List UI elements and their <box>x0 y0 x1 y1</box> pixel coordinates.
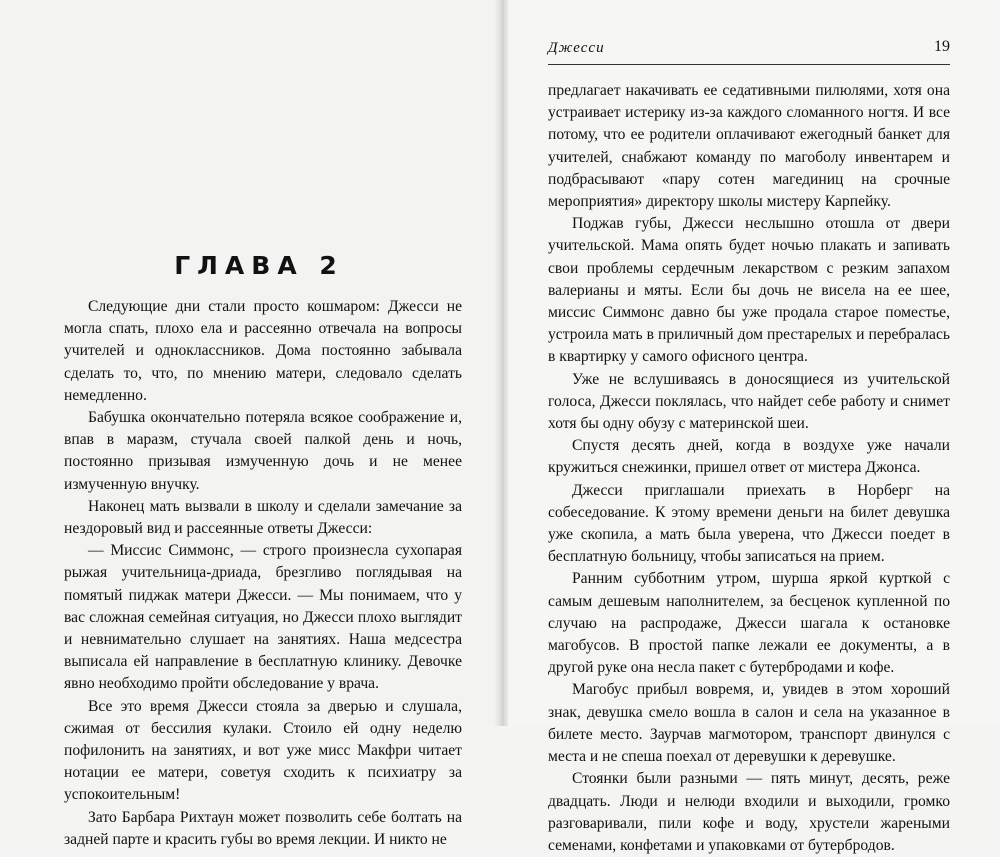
paragraph: Наконец мать вызвали в школу и сделали замечание за нездоровый вид и рассеянные ответы Джесси: <box>64 497 462 538</box>
paragraph: Спустя десять дней, когда в воздухе уже начали кружиться снежинки, пришел ответ от мистера Джонса. <box>548 437 950 477</box>
right-page-text <box>548 80 950 857</box>
paragraph: Все это время Джесси стояла за дверью и слушала, сжимая от бессилия кулаки. Стоило ей одну неделю пофилонить на занятиях, и вот уже мисс Макфри читает нотации ее матери, советуя сходить к психиатру за успокоительным! <box>64 697 462 804</box>
paragraph: Джесси приглашали приехать в Норберг на собеседование. К этому времени деньги на билет девушка уже скопила, а мать была уверена, что Джесси поедет в бесплатную больницу, чтобы записаться на прием. <box>548 481 950 566</box>
running-header <box>548 38 950 65</box>
paragraph: — Миссис Симмонс, — строго произнесла сухопарая рыжая учительница-дриада, брезгливо поглядывая на помятый пиджак матери Джесси. — Мы понимаем, что у вас сложная семейная ситуация, но Джесси плохо выглядит и невнимательно слушает на занятиях. Наша медсестра выписала ей направление в бесплатную клинику. Девочке явно необходимо пройти обследование у врача. <box>64 542 462 693</box>
chapter-title: ГЛАВА 2 <box>174 251 344 280</box>
paragraph: Магобус прибыл вовремя, и, увидев в этом хороший знак, девушка смело вошла в салон и села на указанное в билете место. Заурчав магмотором, транспорт двинулся с места и не спеша поехал от деревушки к деревушке. <box>548 681 950 766</box>
paragraph: Поджав губы, Джесси неслышно отошла от двери учительской. Мама опять будет ночью плакать и запивать свои проблемы сердечным лекарством с резким запахом валерианы и мяты. Если бы дочь не висела на ее шее, миссис Симмонс давно бы уже продала старое поместье, устроила мать в приличный дом престарелых и перебралась в квартирку у самого офисного центра. <box>548 215 950 366</box>
running-title: Джесси <box>548 40 605 56</box>
paragraph: Стоянки были разными — пять минут, десять, реже двадцать. Люди и нелюди входили и выходили, громко разговаривали, пили кофе и воду, хрустели жареными семенами, конфетами и упаковками от бутербродов. <box>548 770 950 854</box>
paragraph: Зато Барбара Рихтаун может позволить себе болтать на задней парте и красить губы во время лекции. И никто не <box>64 808 462 848</box>
paragraph: Бабушка окончательно потеряла всякое соображение и, впав в маразм, стучала своей палкой день и ночь, постоянно призывая измученную дочь и не менее измученную внучку. <box>64 409 462 493</box>
left-page <box>0 0 498 848</box>
page-number: 19 <box>934 38 950 55</box>
paragraph: Ранним субботним утром, шурша яркой курткой с самым дешевым наполнителем, за бесценок купленной по случаю на распродаже, Джесси шагала к остановке магобусов. В простой папке лежали ее документы, а в другой руке она несла пакет с бутербродами и кофе. <box>548 570 950 677</box>
paragraph: Следующие дни стали просто кошмаром: Джесси не могла спать, плохо ела и рассеянно отвечала на вопросы учителей и одноклассников. Дома постоянно забывала сделать то, что, по мнению матери, следовало сделать немедленно. <box>64 298 462 404</box>
paragraph: Уже не вслушиваясь в доносящиеся из учительской голоса, Джесси поклялась, что найдет себе работу и снимет хотя бы одну обузу с материнской шеи. <box>548 370 950 433</box>
paragraph: предлагает накачивать ее седативными пилюлями, хотя она устраивает истерику из-за каждого сломанного ногтя. И все потому, что ее родители оплачивают ежегодный банкет для учителей, снабжают команду по магоболу инвентарем и подбрасывают «пару сотен магединиц на срочные мероприятия» директору школы мистеру Карпейку. <box>548 82 950 211</box>
left-page-text <box>64 296 462 851</box>
